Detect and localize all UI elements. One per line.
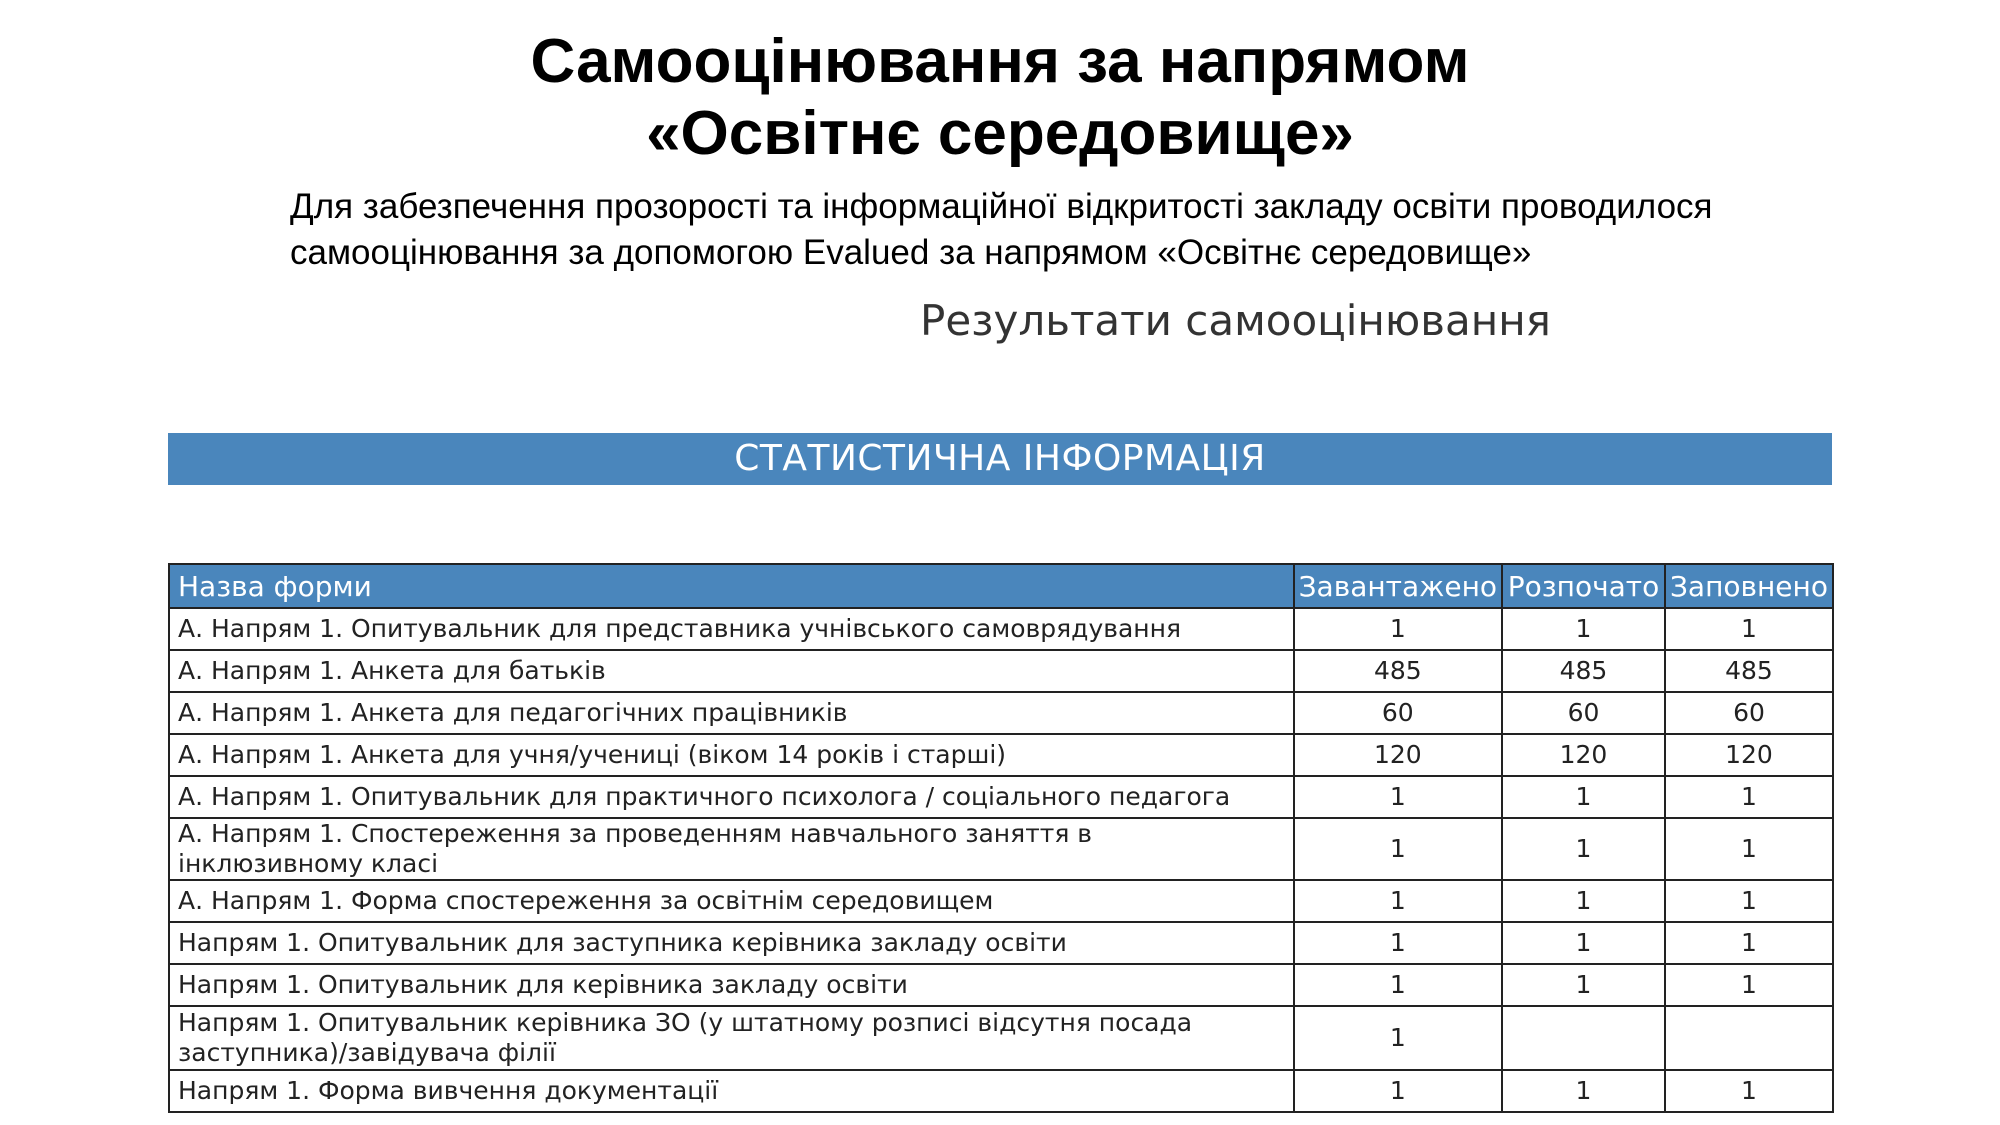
slide-title-line1: Самооцінювання за напрямом xyxy=(530,27,1470,96)
form-name-cell: Напрям 1. Форма вивчення документації xyxy=(169,1070,1294,1112)
filled-cell: 1 xyxy=(1665,776,1833,818)
loaded-cell: 1 xyxy=(1294,608,1502,650)
slide-title xyxy=(0,26,2000,170)
table-row xyxy=(169,734,1833,776)
table-row xyxy=(169,1070,1833,1112)
statistics-table xyxy=(168,563,1834,1113)
form-name-line2: заступника)/завідувача філії xyxy=(178,1038,556,1067)
loaded-cell: 1 xyxy=(1294,1006,1502,1070)
loaded-cell: 1 xyxy=(1294,1070,1502,1112)
form-name-line1: Напрям 1. Опитувальник керівника ЗО (у штатному розписі відсутня посада xyxy=(178,1008,1193,1037)
loaded-cell: 485 xyxy=(1294,650,1502,692)
table-row xyxy=(169,922,1833,964)
filled-cell: 485 xyxy=(1665,650,1833,692)
filled-cell: 1 xyxy=(1665,1070,1833,1112)
filled-cell: 1 xyxy=(1665,964,1833,1006)
header-started: Розпочато xyxy=(1502,564,1665,608)
form-name-cell: А. Напрям 1. Форма спостереження за освітнім середовищем xyxy=(169,880,1294,922)
results-heading: Результати самооцінювання xyxy=(920,296,1551,345)
started-cell xyxy=(1502,1006,1665,1070)
statistics-banner: СТАТИСТИЧНА ІНФОРМАЦІЯ xyxy=(168,433,1832,485)
loaded-cell: 1 xyxy=(1294,880,1502,922)
filled-cell: 1 xyxy=(1665,880,1833,922)
slide-title-line2: «Освітнє середовище» xyxy=(646,99,1354,168)
filled-cell: 120 xyxy=(1665,734,1833,776)
loaded-cell: 1 xyxy=(1294,818,1502,880)
form-name-cell: А. Напрям 1. Анкета для учня/учениці (віком 14 років і старші) xyxy=(169,734,1294,776)
table-row xyxy=(169,650,1833,692)
loaded-cell: 1 xyxy=(1294,776,1502,818)
table-row xyxy=(169,818,1833,880)
form-name-cell: А. Напрям 1. Анкета для педагогічних працівників xyxy=(169,692,1294,734)
started-cell: 120 xyxy=(1502,734,1665,776)
form-name-cell: Напрям 1. Опитувальник для заступника керівника закладу освіти xyxy=(169,922,1294,964)
header-filled: Заповнено xyxy=(1665,564,1833,608)
started-cell: 1 xyxy=(1502,880,1665,922)
form-name-cell: А. Напрям 1. Анкета для батьків xyxy=(169,650,1294,692)
started-cell: 1 xyxy=(1502,608,1665,650)
table-row xyxy=(169,692,1833,734)
filled-cell: 60 xyxy=(1665,692,1833,734)
table-row xyxy=(169,964,1833,1006)
table-row xyxy=(169,608,1833,650)
started-cell: 60 xyxy=(1502,692,1665,734)
form-name-cell: А. Напрям 1. Опитувальник для представника учнівського самоврядування xyxy=(169,608,1294,650)
filled-cell: 1 xyxy=(1665,818,1833,880)
table-header-row xyxy=(169,564,1833,608)
started-cell: 1 xyxy=(1502,964,1665,1006)
loaded-cell: 120 xyxy=(1294,734,1502,776)
filled-cell: 1 xyxy=(1665,922,1833,964)
loaded-cell: 60 xyxy=(1294,692,1502,734)
loaded-cell: 1 xyxy=(1294,922,1502,964)
loaded-cell: 1 xyxy=(1294,964,1502,1006)
header-loaded: Завантажено xyxy=(1294,564,1502,608)
table-row xyxy=(169,880,1833,922)
header-form-name: Назва форми xyxy=(169,564,1294,608)
started-cell: 1 xyxy=(1502,1070,1665,1112)
started-cell: 1 xyxy=(1502,922,1665,964)
started-cell: 485 xyxy=(1502,650,1665,692)
filled-cell: 1 xyxy=(1665,608,1833,650)
intro-line1: Для забезпечення прозорості та інформаційної відкритості закладу освіти проводилося xyxy=(290,187,1713,226)
table-row xyxy=(169,1006,1833,1070)
form-name-cell xyxy=(169,1006,1294,1070)
form-name-cell: А. Напрям 1. Спостереження за проведенням навчального заняття в інклюзивному класі xyxy=(169,818,1294,880)
started-cell: 1 xyxy=(1502,818,1665,880)
filled-cell xyxy=(1665,1006,1833,1070)
form-name-cell: Напрям 1. Опитувальник для керівника закладу освіти xyxy=(169,964,1294,1006)
intro-line2: самооцінювання за допомогою Evalued за напрямом «Освітнє середовище» xyxy=(290,233,1532,272)
started-cell: 1 xyxy=(1502,776,1665,818)
table-row xyxy=(169,776,1833,818)
form-name-cell: А. Напрям 1. Опитувальник для практичного психолога / соціального педагога xyxy=(169,776,1294,818)
intro-text xyxy=(290,184,1970,276)
